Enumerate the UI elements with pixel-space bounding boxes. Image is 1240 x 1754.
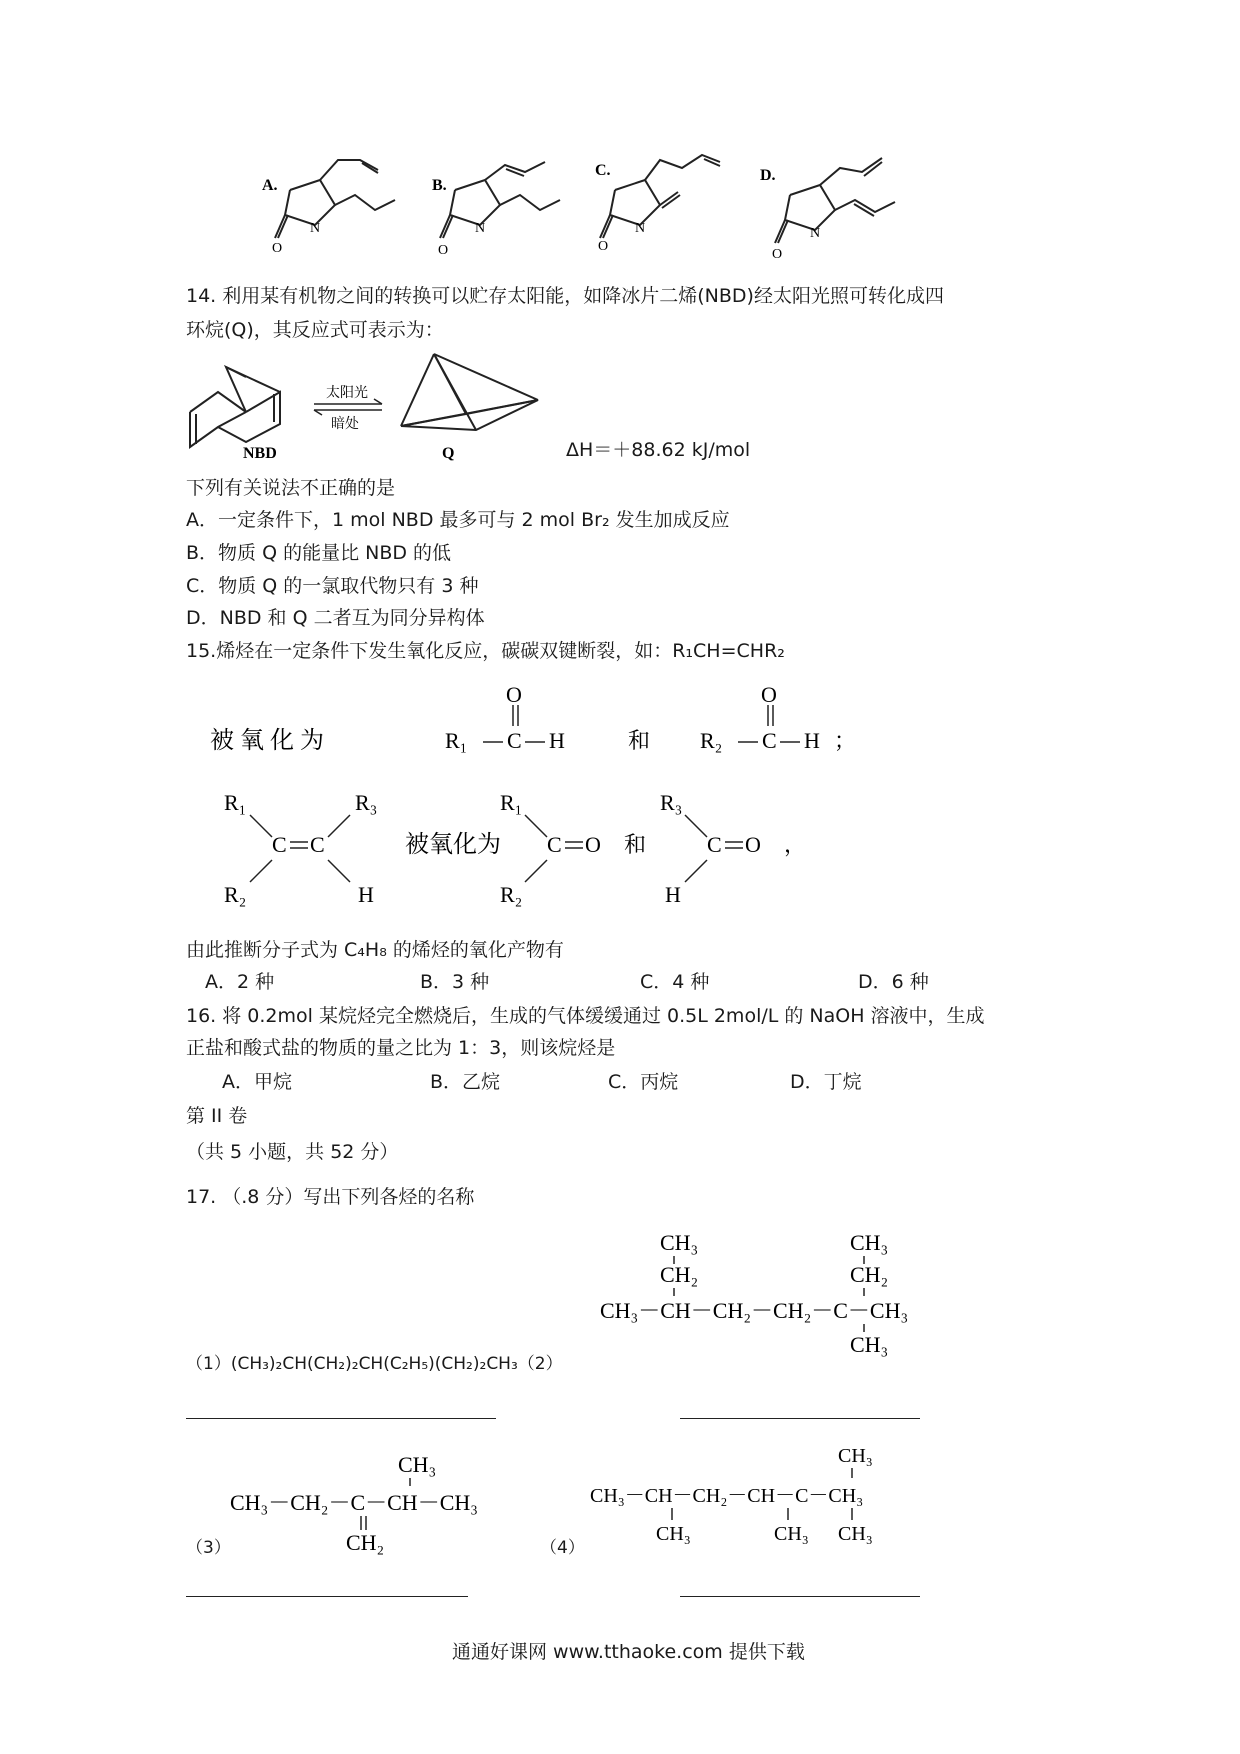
svg-text:C: C [547, 832, 562, 857]
and-2: 和 [624, 832, 647, 857]
nbd-label: NBD [243, 445, 277, 462]
svg-text:O: O [761, 682, 777, 707]
svg-text:R₂: R₂ [500, 882, 523, 907]
q14-stem-line2: 环烷(Q)，其反应式可表示为： [186, 319, 444, 341]
svg-text:R₂: R₂ [224, 882, 247, 907]
svg-text:O: O [598, 239, 609, 254]
svg-text:CH₃: CH₃ [656, 1523, 691, 1545]
svg-text:CH₃: CH₃ [850, 1230, 889, 1255]
svg-text:CH₃: CH₃ [838, 1445, 873, 1467]
svg-text:CH₃: CH₃ [398, 1452, 437, 1477]
q17-item1: （1）(CH₃)₂CH(CH₂)₂CH(C₂H₅)(CH₂)₂CH₃（2） [186, 1354, 563, 1374]
q13-label-d: D. [760, 167, 776, 184]
q14-delta-h: ΔH＝＋88.62 kJ/mol [566, 439, 751, 461]
arrow-bottom-label: 暗处 [331, 417, 359, 432]
q15-stem: 15.烯烃在一定条件下发生氧化反应，碳碳双键断裂，如：R₁CH=CHR₂ [186, 640, 785, 662]
q13-label-c: C. [595, 162, 611, 179]
section-title: 第 II 卷 [186, 1105, 248, 1127]
q14-option-c: C．物质 Q 的一氯取代物只有 3 种 [186, 575, 479, 597]
svg-text:CH₃: CH₃ [660, 1230, 699, 1255]
svg-text:C: C [310, 832, 325, 857]
svg-text:O: O [438, 243, 449, 258]
structure-a [275, 160, 395, 238]
svg-text:N: N [310, 221, 321, 236]
svg-text:C: C [762, 728, 777, 753]
q16-line2: 正盐和酸式盐的物质的量之比为 1：3，则该烷烃是 [186, 1037, 616, 1059]
svg-text:C: C [272, 832, 287, 857]
svg-text:O: O [745, 832, 761, 857]
row1-text: 被 氧 化 为 [210, 728, 324, 754]
q-label: Q [442, 445, 455, 462]
svg-text:H: H [358, 882, 374, 907]
q13-options [250, 150, 930, 260]
q14-option-a: A．一定条件下，1 mol NBD 最多可与 2 mol Br₂ 发生加成反应 [186, 509, 730, 531]
q15-prompt: 由此推断分子式为 C₄H₈ 的烯烃的氧化产物有 [186, 939, 564, 961]
nbd-q-reaction [186, 352, 566, 464]
svg-text:CH₃: CH₃ [774, 1523, 809, 1545]
answer-line-4[interactable] [680, 1596, 920, 1597]
answer-line-3[interactable] [186, 1596, 468, 1597]
svg-text:R₁: R₁ [445, 728, 468, 753]
svg-text:CH₂: CH₂ [850, 1262, 889, 1287]
q16-option-b: B．乙烷 [430, 1071, 501, 1093]
svg-text:CH₂: CH₂ [346, 1530, 385, 1555]
svg-text:C: C [707, 832, 722, 857]
q16-option-d: D．丁烷 [790, 1071, 862, 1093]
svg-text:N: N [475, 221, 486, 236]
svg-text:R₁: R₁ [500, 790, 523, 815]
svg-text:O: O [585, 832, 601, 857]
q15-option-b: B．3 种 [420, 971, 490, 993]
svg-text:R₂: R₂ [700, 728, 723, 753]
svg-text:CH₃－CH－CH₂－CH－C－CH₃: CH₃－CH－CH₂－CH－C－CH₃ [590, 1485, 864, 1507]
q17-item3-label: （3） [186, 1538, 231, 1558]
q15-scheme [200, 680, 880, 910]
q17-structure-2 [600, 1228, 940, 1358]
structure-b [440, 162, 560, 238]
svg-text:N: N [635, 221, 646, 236]
svg-text:O: O [772, 247, 783, 260]
svg-text:R₃: R₃ [355, 790, 378, 815]
q14-option-b: B．物质 Q 的能量比 NBD 的低 [186, 542, 452, 564]
q15-option-c: C．4 种 [640, 971, 710, 993]
q14-reaction-scheme [186, 352, 566, 464]
q14-stem-line1: 14. 利用某有机物之间的转换可以贮存太阳能，如降冰片二烯(NBD)经太阳光照可转化成四 [186, 285, 944, 307]
q14-option-d: D．NBD 和 Q 二者互为同分异构体 [186, 607, 485, 629]
svg-text:CH₂: CH₂ [660, 1262, 699, 1287]
section-info: （共 5 小题，共 52 分） [186, 1141, 399, 1163]
svg-text:R₃: R₃ [660, 790, 683, 815]
q15-option-a: A．2 种 [205, 971, 275, 993]
answer-line-2[interactable] [680, 1418, 920, 1419]
q13-structures [250, 150, 930, 260]
svg-text:；: ； [834, 728, 857, 753]
svg-text:H: H [665, 882, 681, 907]
answer-line-1[interactable] [186, 1418, 496, 1419]
svg-text:CH₃－CH₂－C－CH－CH₃: CH₃－CH₂－C－CH－CH₃ [230, 1490, 478, 1515]
svg-text:H: H [804, 728, 820, 753]
svg-text:CH₃－CH－CH₂－CH₂－C－CH₃: CH₃－CH－CH₂－CH₂－C－CH₃ [600, 1298, 909, 1323]
structure-d [775, 158, 895, 243]
q16-option-c: C．丙烷 [608, 1071, 679, 1093]
svg-text:CH₃: CH₃ [838, 1523, 873, 1545]
q16-line1: 16. 将 0.2mol 某烷烃完全燃烧后，生成的气体缓缓通过 0.5L 2mol/L 的 NaOH 溶液中，生成 [186, 1005, 985, 1027]
q14-prompt: 下列有关说法不正确的是 [186, 477, 396, 499]
q17-structure-3 [230, 1450, 530, 1560]
svg-text:R₁: R₁ [224, 790, 247, 815]
q-structure [401, 354, 538, 430]
and-1: 和 [628, 728, 651, 753]
structure-c [600, 155, 720, 238]
svg-text:O: O [506, 682, 522, 707]
q17-item4-label: （4） [540, 1538, 585, 1558]
q17-stem: 17. （.8 分）写出下列各烃的名称 [186, 1186, 475, 1208]
page-footer: 通通好课网 www.tthaoke.com 提供下载 [452, 1641, 805, 1663]
svg-text:，: ， [784, 832, 807, 857]
svg-text:N: N [810, 226, 821, 241]
q16-option-a: A．甲烷 [222, 1071, 292, 1093]
svg-text:CH₃: CH₃ [850, 1332, 889, 1357]
q15-oxidation-scheme [200, 680, 880, 910]
q17-structure-4 [590, 1440, 940, 1560]
q13-label-b: B. [432, 177, 447, 194]
arrow-top-label: 太阳光 [326, 386, 368, 401]
svg-text:O: O [272, 241, 283, 256]
row2-text: 被氧化为 [405, 832, 501, 858]
q15-option-d: D．6 种 [858, 971, 929, 993]
svg-text:C: C [507, 728, 522, 753]
q13-label-a: A. [262, 177, 278, 194]
svg-text:H: H [549, 728, 565, 753]
nbd-structure [190, 367, 280, 447]
